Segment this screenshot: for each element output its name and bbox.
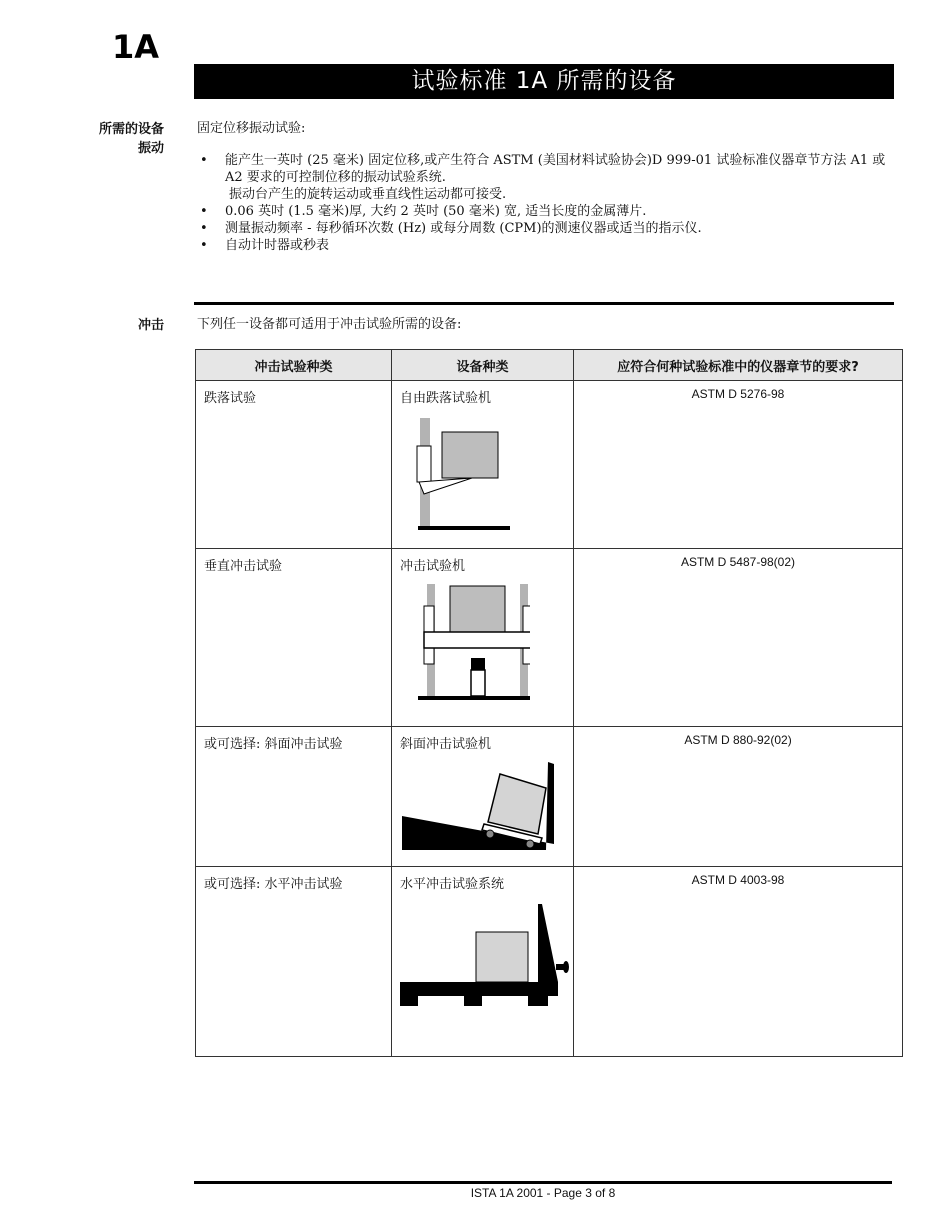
equipment-name: 水平冲击试验系统	[400, 877, 505, 892]
equipment-name: 斜面冲击试验机	[400, 737, 492, 752]
column-header-equipment-type: 设备种类	[392, 350, 574, 381]
horizontal-impact-system-illustration	[400, 900, 572, 1010]
cell-test-type: 或可选择: 斜面冲击试验	[196, 727, 392, 867]
list-item: • 测量振动频率 - 每秒循环次数 (Hz) 或每分周数 (CPM)的测速仪器或适当的指示仪.	[198, 220, 888, 237]
section-divider	[194, 302, 894, 305]
cell-standard: ASTM D 880-92(02)	[574, 727, 903, 867]
equipment-name: 自由跌落试验机	[400, 391, 492, 406]
section-label-equipment: 所需的设备	[98, 122, 164, 137]
equipment-name: 冲击试验机	[400, 559, 466, 574]
table-row	[196, 381, 903, 549]
list-item-text: 能产生一英吋 (25 毫米) 固定位移,或产生符合 ASTM (美国材料试验协会)D 999-01 试验标准仪器章节方法 A1 或 A2 要求的可控制位移的振动试验系统.	[225, 153, 886, 185]
cell-standard: ASTM D 5276-98	[574, 381, 903, 549]
table-header-row	[196, 350, 903, 381]
table-row	[196, 549, 903, 727]
list-item-note: 振动台产生的旋转运动或垂直线性运动都可接受.	[229, 187, 507, 202]
list-item	[198, 152, 888, 203]
cell-equipment	[392, 867, 574, 1057]
footer-divider	[194, 1181, 892, 1184]
cell-equipment	[392, 549, 574, 727]
section-label-vibration: 振动	[137, 141, 164, 156]
vibration-requirements-list	[198, 152, 888, 254]
cell-equipment	[392, 727, 574, 867]
cell-equipment	[392, 381, 574, 549]
cell-test-type: 跌落试验	[196, 381, 392, 549]
shock-intro: 下列任一设备都可适用于冲击试验所需的设备:	[197, 317, 462, 332]
column-header-test-type: 冲击试验种类	[196, 350, 392, 381]
document-code: 1A	[112, 28, 160, 66]
page-title: 试验标准 1A 所需的设备	[194, 64, 894, 99]
column-header-standard: 应符合何种试验标准中的仪器章节的要求?	[574, 350, 903, 381]
table-row	[196, 727, 903, 867]
page-footer: ISTA 1A 2001 - Page 3 of 8	[470, 1186, 616, 1200]
section-label-shock: 冲击	[137, 318, 164, 333]
free-fall-drop-tester-illustration	[400, 414, 510, 532]
list-item: • 0.06 英吋 (1.5 毫米)厚, 大约 2 英吋 (50 毫米) 宽, 适当长度的金属薄片.	[198, 203, 888, 220]
table-row	[196, 867, 903, 1057]
cell-test-type: 或可选择: 水平冲击试验	[196, 867, 392, 1057]
incline-impact-tester-illustration	[400, 760, 564, 856]
vertical-shock-machine-illustration	[400, 582, 530, 704]
cell-standard: ASTM D 5487-98(02)	[574, 549, 903, 727]
vibration-intro: 固定位移振动试验:	[197, 121, 306, 136]
cell-standard: ASTM D 4003-98	[574, 867, 903, 1057]
cell-test-type: 垂直冲击试验	[196, 549, 392, 727]
shock-equipment-table	[195, 349, 903, 1057]
list-item: • 自动计时器或秒表	[198, 237, 888, 254]
